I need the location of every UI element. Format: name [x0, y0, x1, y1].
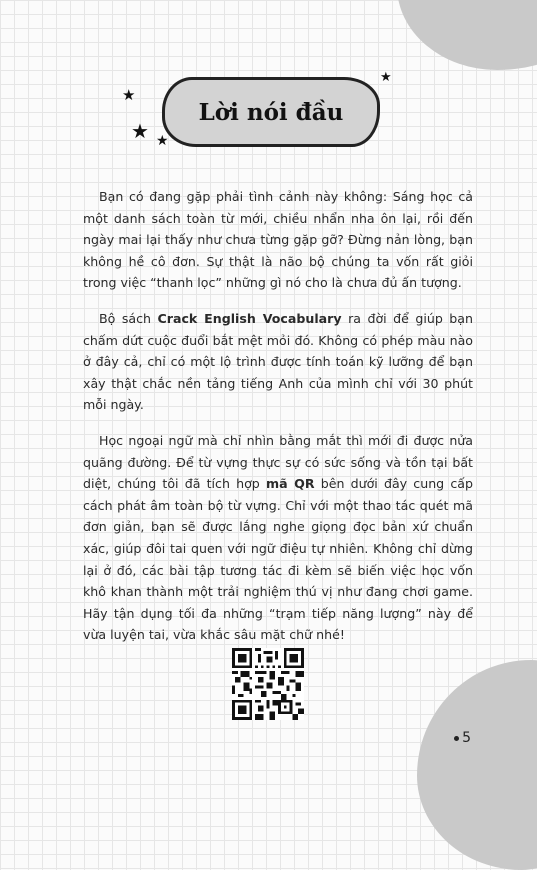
decorative-blob-bottom [417, 660, 537, 870]
star-icon: ★ [122, 86, 136, 104]
qr-code-icon[interactable] [232, 648, 304, 720]
paragraph-3: Học ngoại ngữ mà chỉ nhìn bằng mắt thì mới đi được nửa quãng đường. Để từ vựng thực sự có sức sống và tồn tại bất diệt, chúng tôi đã tích hợp mã QR bên dưới đây cung cấp cách phát âm toàn bộ từ vựng. Chỉ với một thao tác quét mã đơn giản, bạn sẽ được lắng nghe giọng đọc bản xứ chuẩn xác, giúp đôi tai quen với ngữ điệu tự nhiên. Không chỉ dừng lại ở đó, các bài tập tương tác đi kèm sẽ biến việc học vốn khô khan thành một trải nghiệm thú vị như đang chơi game. Hãy tận dụng tối đa những “trạm tiếp năng lượng” này để vừa luyện tai, vừa khắc sâu mặt chữ nhé! [83, 432, 473, 643]
book-title: Crack English Vocabulary [157, 310, 342, 326]
title-badge [162, 77, 380, 147]
qr-mention: mã QR [265, 476, 315, 492]
star-icon: ★ [131, 119, 149, 143]
decorative-blob-top [397, 0, 537, 70]
page-number-dot [454, 736, 459, 741]
paragraph-1: Bạn có đang gặp phải tình cảnh này không: Sáng học cả một danh sách toàn từ mới, chiều nhẩn nha ôn lại, rồi đến ngày mai lại thấy như chưa từng gặp gỡ? Đừng nản lòng, bạn không hề cô đơn. Sự thật là não bộ chúng ta vốn rất giỏi trong việc “thanh lọc” những gì nó cho là chưa đủ ấn tượng. [83, 189, 473, 291]
preface-body [83, 186, 473, 660]
page-number: 5 [454, 730, 471, 746]
page-title: Lời nói đầu [198, 98, 344, 126]
star-icon: ★ [380, 70, 392, 85]
star-icon: ★ [156, 133, 169, 149]
paragraph-2: Bộ sách Crack English Vocabulary ra đời để giúp bạn chấm dứt cuộc đuổi bắt mệt mỏi đó. Không có phép màu nào ở đây cả, chỉ có một lộ trình được tính toán kỹ lưỡng để bạn xây thật chắc nền tảng tiếng Anh của mình chỉ với 30 phút mỗi ngày. [83, 310, 473, 413]
